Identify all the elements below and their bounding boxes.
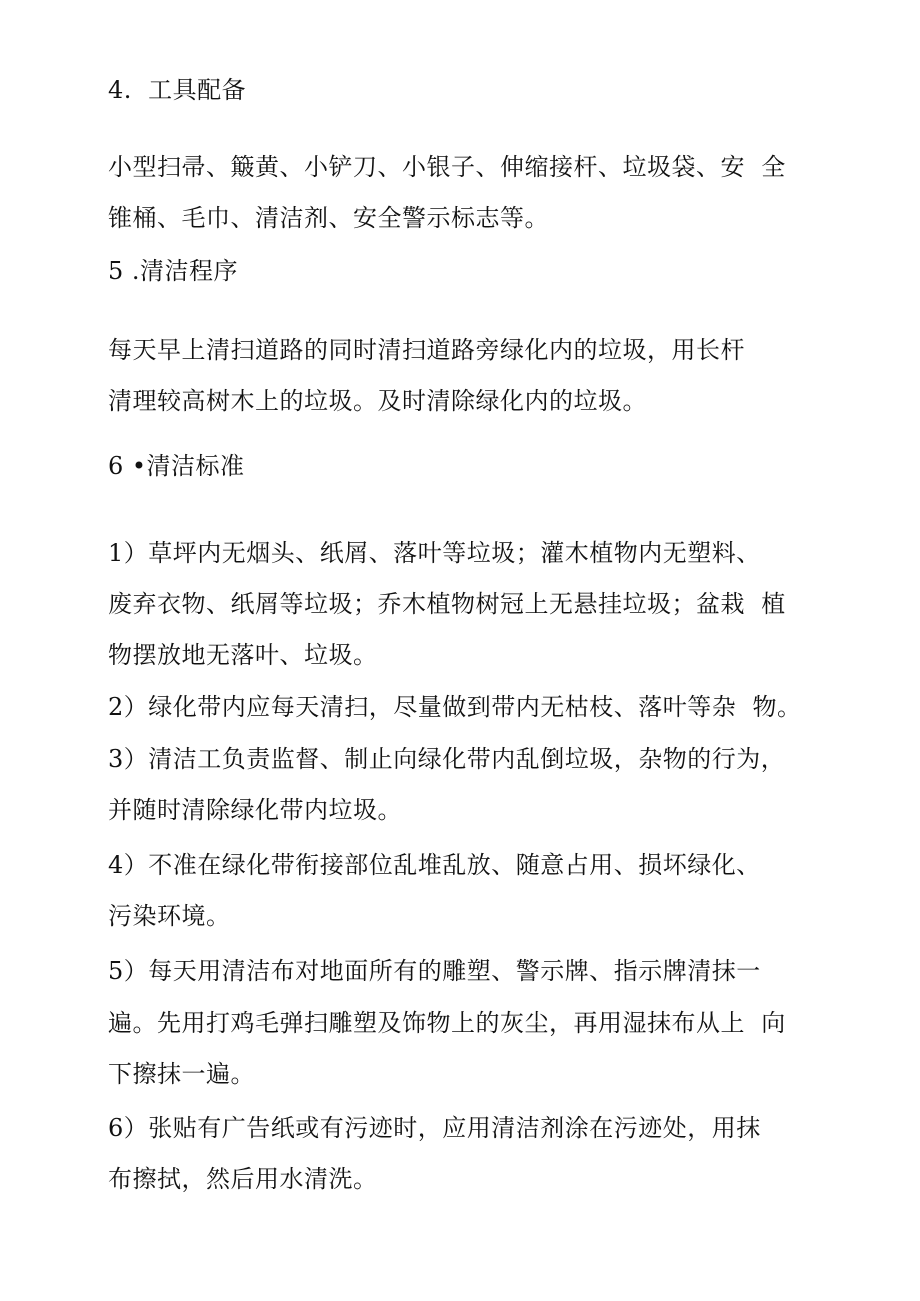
standard-6-line-2: 布擦拭，然后用水清洗。: [108, 1165, 378, 1193]
standard-5-line-1: 5）每天用清洁布对地面所有的雕塑、警示牌、指示牌清抹一: [108, 957, 761, 985]
standard-6-line-1: 6）张贴有广告纸或有污迹时，应用清洁剂涂在污迹处，用抹: [108, 1114, 761, 1142]
standard-4-line-2: 污染环境。: [108, 902, 231, 930]
section-5-heading: 5 .清洁程序: [108, 257, 239, 285]
standard-1-line-2: 废弃衣物、纸屑等垃圾；乔木植物树冠上无悬挂垃圾；盆栽 植: [108, 590, 786, 618]
section-6-heading: 6 •清洁标准: [108, 452, 245, 480]
tools-line-1: 小型扫帚、簸黄、小铲刀、小银子、伸缩接杆、垃圾袋、安 全: [108, 153, 786, 181]
standard-3-line-1: 3）清洁工负责监督、制止向绿化带内乱倒垃圾，杂物的行为，: [108, 745, 786, 773]
tools-line-2: 锥桶、毛巾、清洁剂、安全警示标志等。: [108, 204, 549, 232]
standard-3-line-2: 并随时清除绿化带内垃圾。: [108, 796, 402, 824]
procedure-line-2: 清理较高树木上的垃圾。及时清除绿化内的垃圾。: [108, 387, 647, 415]
standard-1-line-3: 物摆放地无落叶、垃圾。: [108, 641, 378, 669]
procedure-line-1: 每天早上清扫道路的同时清扫道路旁绿化内的垃圾，用长杆: [108, 336, 745, 364]
standard-1-line-1: 1）草坪内无烟头、纸屑、落叶等垃圾；灌木植物内无塑料、: [108, 539, 761, 567]
standard-2-line-1: 2）绿化带内应每天清扫，尽量做到带内无枯枝、落叶等杂 物。: [108, 693, 802, 721]
standard-4-line-1: 4）不准在绿化带衔接部位乱堆乱放、随意占用、损坏绿化、: [108, 851, 761, 879]
standard-5-line-3: 下擦抹一遍。: [108, 1060, 255, 1088]
section-4-heading: 4. 工具配备: [108, 76, 247, 104]
standard-5-line-2: 遍。先用打鸡毛弹扫雕塑及饰物上的灰尘，再用湿抹布从上 向: [108, 1009, 786, 1037]
